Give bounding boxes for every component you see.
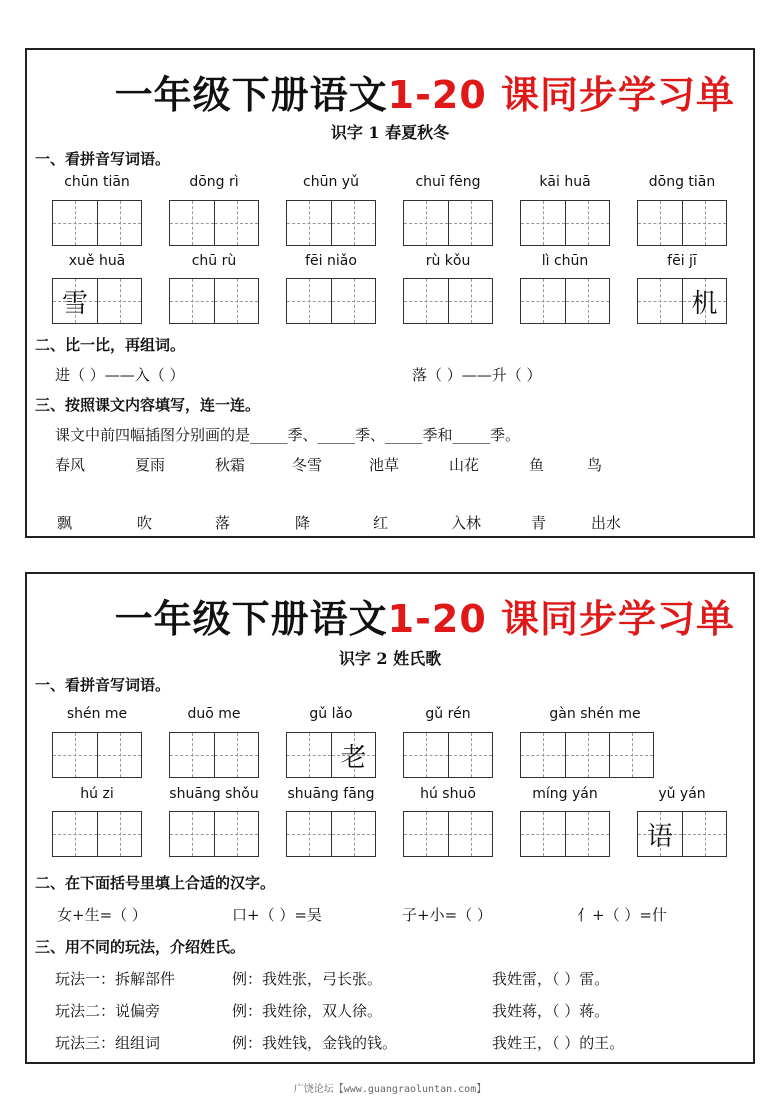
sheet2-subtitle: 识字 2 姓氏歌 <box>338 649 442 668</box>
pinyin: yǔ yán <box>658 786 706 802</box>
prefilled-char: 语 <box>646 822 673 852</box>
sheet2-section3-heading: 三、用不同的玩法，介绍姓氏。 <box>35 938 246 956</box>
pinyin: chūn yǔ <box>303 174 359 190</box>
play-example: 例：我姓徐，双人徐。 <box>232 1002 383 1020</box>
writing-grid[interactable] <box>52 811 142 857</box>
prefilled-char: 机 <box>691 289 718 319</box>
play-label: 玩法三：组组词 <box>55 1034 161 1052</box>
writing-grid[interactable] <box>286 732 376 778</box>
pinyin: fēi niǎo <box>305 253 357 269</box>
play-label: 玩法二：说偏旁 <box>55 1002 161 1020</box>
writing-grid[interactable] <box>169 811 259 857</box>
pinyin: shuāng shǒu <box>169 786 259 802</box>
match-word-bottom[interactable]: 青 <box>531 514 547 532</box>
sheet2-title <box>27 588 753 643</box>
pinyin: rù kǒu <box>425 253 471 269</box>
writing-grid[interactable] <box>52 200 142 246</box>
writing-grid[interactable] <box>637 200 727 246</box>
pinyin: shuāng fāng <box>287 786 375 802</box>
writing-grid[interactable] <box>520 278 610 324</box>
match-word-top[interactable]: 春风 <box>55 456 86 474</box>
pinyin: shén me <box>66 706 128 722</box>
sheet1-section3-heading: 三、按照课文内容填写，连一连。 <box>35 396 261 414</box>
writing-grid[interactable] <box>520 200 610 246</box>
sheet1-section1-heading: 一、看拼音写词语。 <box>35 150 171 168</box>
pinyin: chuī fēng <box>415 174 481 190</box>
play-example: 例：我姓张，弓长张。 <box>232 970 383 988</box>
title-black-part: 一年级下册语文 <box>114 73 388 117</box>
pinyin: dōng tiān <box>648 174 716 190</box>
writing-grid[interactable] <box>403 811 493 857</box>
match-word-top[interactable]: 鸟 <box>587 456 603 474</box>
pinyin: fēi jī <box>667 253 697 269</box>
prefilled-char: 雪 <box>61 289 88 319</box>
char-fill-item[interactable]: 子+小=（ ） <box>402 906 492 924</box>
char-fill-item[interactable]: 亻+（ ）=什 <box>577 906 667 924</box>
writing-grid[interactable] <box>520 811 610 857</box>
match-word-bottom[interactable]: 落 <box>215 514 231 532</box>
title-black-part: 一年级下册语文 <box>114 597 388 641</box>
match-word-top[interactable]: 冬雪 <box>292 456 323 474</box>
match-word-top[interactable]: 秋霜 <box>215 456 246 474</box>
pinyin: xuě huā <box>68 253 126 269</box>
sheet1-title <box>27 64 753 119</box>
writing-grid[interactable] <box>52 278 142 324</box>
match-word-bottom[interactable]: 红 <box>373 514 389 532</box>
worksheet-2 <box>25 572 755 1064</box>
pinyin: lì chūn <box>541 253 589 269</box>
pinyin: kāi huā <box>539 174 591 190</box>
pinyin: míng yán <box>532 786 598 802</box>
match-word-bottom[interactable]: 吹 <box>137 514 153 532</box>
worksheet-1 <box>25 48 755 538</box>
match-word-top[interactable]: 夏雨 <box>135 456 166 474</box>
compare-left[interactable]: 进（ ）——入（ ） <box>55 366 185 384</box>
writing-grid[interactable] <box>403 200 493 246</box>
writing-grid[interactable] <box>286 811 376 857</box>
play-example: 例：我姓钱，金钱的钱。 <box>232 1034 398 1052</box>
match-word-bottom[interactable]: 飘 <box>57 514 73 532</box>
writing-grid[interactable] <box>403 278 493 324</box>
match-word-top[interactable]: 山花 <box>449 456 480 474</box>
writing-grid[interactable] <box>169 732 259 778</box>
pinyin: hú zi <box>80 786 114 802</box>
play-task[interactable]: 我姓雷，（ ）雷。 <box>492 970 610 988</box>
pinyin: dōng rì <box>189 174 239 190</box>
compare-right[interactable]: 落（ ）——升（ ） <box>412 366 542 384</box>
title-red-part: 1-20 课同步学习单 <box>387 597 735 641</box>
pinyin: chūn tiān <box>64 174 130 190</box>
char-fill-item[interactable]: 女+生=（ ） <box>57 906 147 924</box>
pinyin: duō me <box>187 706 241 722</box>
sheet2-section1-heading: 一、看拼音写词语。 <box>35 676 171 694</box>
writing-grid[interactable] <box>520 732 654 778</box>
writing-grid[interactable] <box>169 200 259 246</box>
writing-grid[interactable] <box>286 200 376 246</box>
writing-grid[interactable] <box>403 732 493 778</box>
writing-grid[interactable] <box>637 811 727 857</box>
footer-watermark: 广饶论坛【www.guangraoluntan.com】 <box>293 1084 487 1095</box>
match-word-bottom[interactable]: 入林 <box>451 514 482 532</box>
sheet2-section2-heading: 二、在下面括号里填上合适的汉字。 <box>35 874 276 892</box>
char-fill-item[interactable]: 口+（ ）=吴 <box>232 906 322 924</box>
match-word-bottom[interactable]: 出水 <box>591 514 622 532</box>
play-task[interactable]: 我姓蒋，（ ）蒋。 <box>492 1002 610 1020</box>
fill-sentence[interactable]: 课文中前四幅插图分别画的是_____季、_____季、_____季和_____季。 <box>55 426 521 444</box>
writing-grid[interactable] <box>637 278 727 324</box>
play-label: 玩法一：拆解部件 <box>55 970 176 988</box>
pinyin: chū rù <box>191 253 237 269</box>
pinyin: gǔ rén <box>425 706 471 722</box>
writing-grid[interactable] <box>52 732 142 778</box>
pinyin: gàn shén me <box>549 706 641 722</box>
sheet1-subtitle: 识字 1 春夏秋冬 <box>330 123 450 142</box>
writing-grid[interactable] <box>286 278 376 324</box>
sheet1-section2-heading: 二、比一比，再组词。 <box>35 336 186 354</box>
pinyin: hú shuō <box>420 786 476 802</box>
match-word-bottom[interactable]: 降 <box>295 514 311 532</box>
match-word-top[interactable]: 池草 <box>369 456 400 474</box>
pinyin: gǔ lǎo <box>309 706 353 722</box>
match-word-top[interactable]: 鱼 <box>529 456 545 474</box>
title-red-part: 1-20 课同步学习单 <box>387 73 735 117</box>
play-task[interactable]: 我姓王，（ ）的王。 <box>492 1034 625 1052</box>
prefilled-char: 老 <box>340 743 367 773</box>
writing-grid[interactable] <box>169 278 259 324</box>
